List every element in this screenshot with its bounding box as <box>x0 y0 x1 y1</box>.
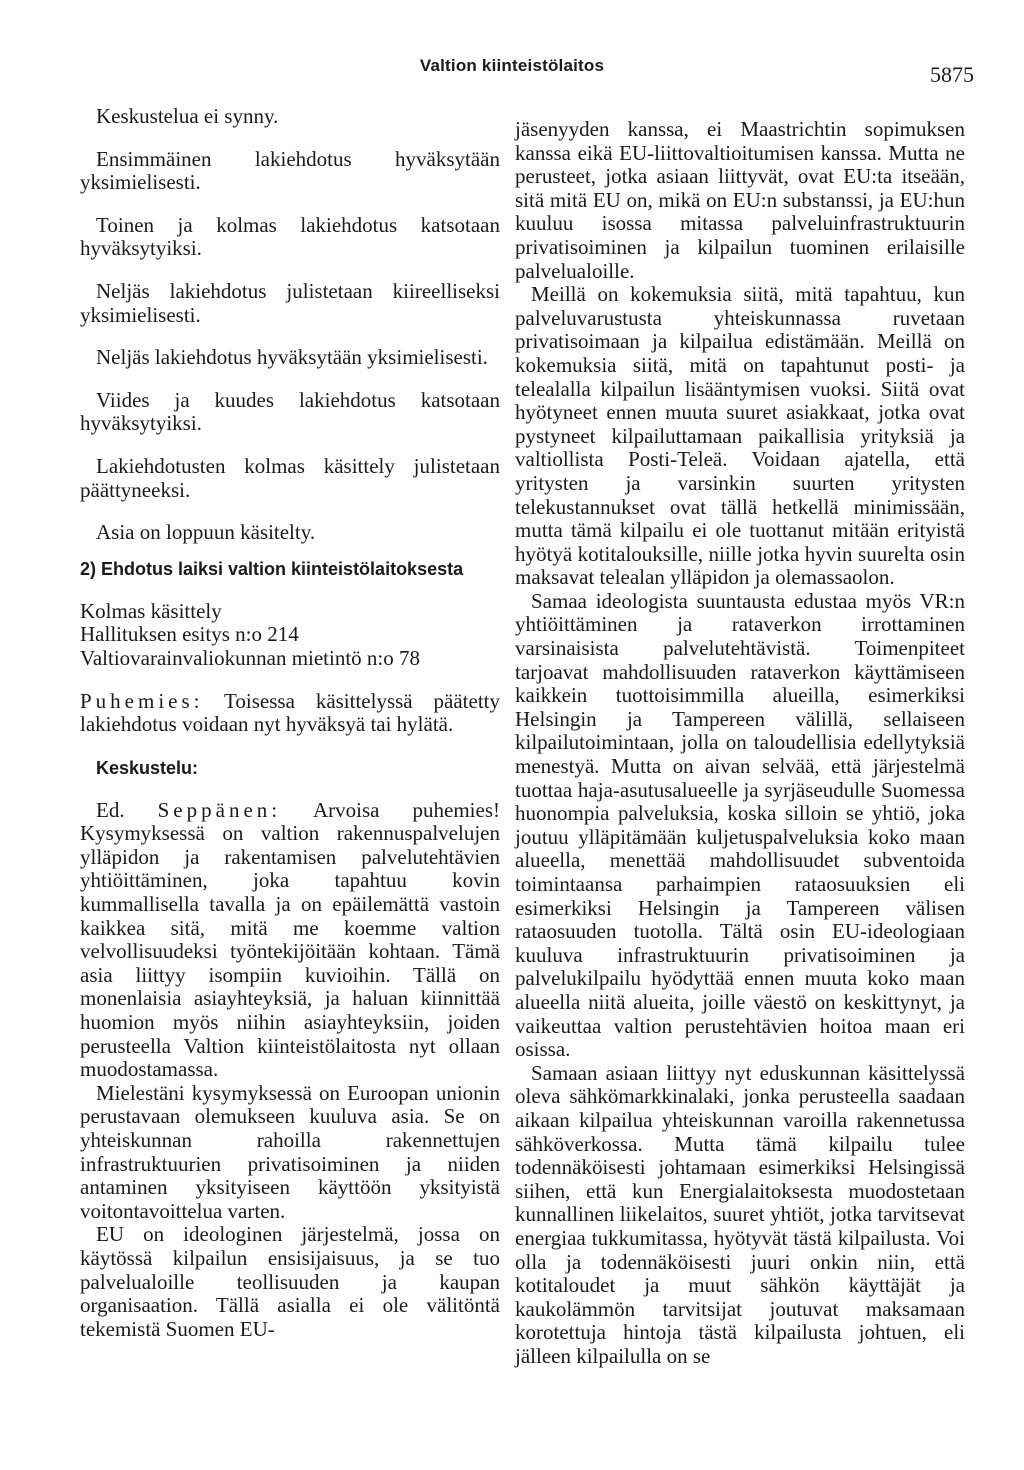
paragraph: Toinen ja kolmas lakiehdotus katsotaan hyväksytyiksi. <box>80 212 500 261</box>
discussion-heading: Keskustelu: <box>96 757 199 778</box>
meta-line: Valtiovarainvaliokunnan mietintö n:o 78 <box>80 645 421 670</box>
paragraph: Samaan asiaan liittyy nyt eduskunnan käsittelyssä oleva sähkömarkkinalaki, jonka perusteella saadaan aikaan kilpailua yhteiskunnan varoilla rakennetussa sähköverkossa. Mutta tämä kilpailu tulee todennäköisesti johtamaan esimerkiksi Helsingissä siihen, että kun Energialaitoksesta muodostetaan kunnallinen liikelaitos, suuret yhtiöt, jotka tarvitsevat energiaa tukkumitassa, hyötyvät tästä kilpailusta. Voi olla ja todennäköisesti juuri onkin niin, että kotitaloudet ja muut sähkön käyttäjät ja kaukolämmön tarvitsijat joutuvat maksamaan korotettuja hintoja tästä kilpailusta johtuen, eli jälleen kilpailulla on se <box>515 1060 965 1368</box>
paragraph: Ensimmäinen lakiehdotus hyväksytään yksimielisesti. <box>80 146 500 195</box>
paragraph: Asia on loppuun käsitelty. <box>96 520 316 545</box>
paragraph: Neljäs lakiehdotus hyväksytään yksimielisesti. <box>96 345 488 370</box>
paragraph: Neljäs lakiehdotus julistetaan kiireelliseksi yksimielisesti. <box>80 278 500 327</box>
paragraph: Mielestäni kysymyksessä on Euroopan unionin perustavaan olemukseen kuuluva asia. Se on yhteiskunnan rahoilla rakennettujen infrastruktuurien privatisoiminen ja niiden antaminen yksityiseen käyttöön yksityistä voitontavoittelua varten. <box>80 1080 500 1223</box>
paragraph: Meillä on kokemuksia siitä, mitä tapahtuu, kun palveluvarustusta yhteiskunnassa ruvetaan privatisoimaan ja kilpailua edistämään. Meillä on kokemuksia siitä, mitä on tapahtunut posti- ja telealalla kilpailun lisääntymisen vuoksi. Siitä ovat hyötyneet ennen muuta suuret asiakkaat, jotka ovat pystyneet kilpailuttamaan paikallisia yrityksiä ja valtiollista Posti-Teleä. Voidaan ajatella, että yritysten ja varsinkin suurten yritysten telekustannukset ovat tällä hetkellä minimissään, mutta tämä kilpailu ei ole tuottanut mitään erityistä hyötyä kotitalouksille, niille jotka hyvin suurelta osin maksavat telealan ylläpidon ja olemassaolon. <box>515 282 965 590</box>
page-number: 5875 <box>930 62 974 87</box>
meta-line: Hallituksen esitys n:o 214 <box>80 622 299 647</box>
meta-line: Kolmas käsittely <box>80 598 222 623</box>
speaker-name: Puhemies: <box>80 688 204 713</box>
section-heading: 2) Ehdotus laiksi valtion kiinteistölaitoksesta <box>80 558 464 579</box>
paragraph: Viides ja kuudes lakiehdotus katsotaan hyväksytyiksi. <box>80 387 500 436</box>
paragraph: jäsenyyden kanssa, ei Maastrichtin sopimuksen kanssa eikä EU-liittovaltioitumisen kanssa. Mutta ne perusteet, jotka asiaan liittyvät, ovat EU:ta itseään, sitä mitä EU on, mikä on EU:n substanssi, ja EU:hun kuuluu isossa mitassa palveluinfrastruktuurin privatisoiminen ja kilpailun tuominen erilaisille palvelualoille. <box>515 117 965 283</box>
speech-text: Toisessa käsittelyssä päätetty lakiehdotus voidaan nyt hyväksyä tai hylätä. <box>80 688 501 737</box>
speaker-name: Seppänen: <box>157 797 282 822</box>
speaker-prefix: Ed. <box>96 797 125 822</box>
speaker-paragraph <box>80 690 500 737</box>
paragraph: Lakiehdotusten kolmas käsittely julistetaan päättyneeksi. <box>80 453 500 502</box>
speaker-paragraph <box>80 799 500 1082</box>
left-column <box>80 105 500 1341</box>
running-header-title: Valtion kiinteistölaitos <box>419 56 605 75</box>
paragraph: Samaa ideologista suuntausta edustaa myös VR:n yhtiöittäminen ja rataverkon irrottaminen varsinaisista palvelutehtävistä. Toimenpiteet tarjoavat mahdollisuuden rataverkon käyttämiseen kaikkein tuottoisimmilla alueilla, esimerkiksi Helsingin ja Tampereen välillä, sellaiseen kilpailutoimintaan, jolla on taloudellisia edellytyksiä menestyä. Mutta on aivan selvää, että järjestelmä tuottaa haja-asutusalueelle ja syrjäseudulle Suomessa huonompia palveluksia, koska silloin se yhtiö, joka joutuu ylläpitämään kuljetuspalveluksia koko maan alueella, menettää mahdollisuudet subventoida toimintaansa parhaimpien rataosuuksien eli esimerkiksi Helsingin ja Tampereen välisen rataosuuden tuotolla. Tältä osin EU-ideologiaan kuuluva infrastruktuurin privatisoiminen ja palvelukilpailu hyödyttää ennen muuta koko maan alueella niitä alueita, joille väestö on keskittynyt, ja vaikeuttaa valtion perustehtävien hoitoa maan eri osissa. <box>515 588 965 1062</box>
paragraph: Keskustelua ei synny. <box>96 104 279 128</box>
right-column <box>515 118 965 1368</box>
speech-text: Arvoisa puhemies! Kysymyksessä on valtion rakennuspalvelujen ylläpidon ja rakentamisen palvelutehtävien yhtiöittäminen, joka tapahtuu kovin kummallisella tavalla ja on epäilemättä vastoin kaikkea sitä, mitä me koemme valtion velvollisuudeksi työntekijöitään kohtaan. Tämä asia liittyy isompiin kuvioihin. Tällä on monenlaisia asiayhteyksiä, ja haluan kiinnittää huomion myös niihin asiayhteyksiin, joiden perusteella Valtion kiinteistölaitosta nyt ollaan muodostamassa. <box>80 797 501 1082</box>
paragraph: EU on ideologinen järjestelmä, jossa on käytössä kilpailun ensisijaisuus, ja se tuo palvelualoille teollisuuden ja kaupan organisaation. Tällä asialla ei ole välitöntä tekemistä Suomen EU- <box>80 1222 500 1341</box>
